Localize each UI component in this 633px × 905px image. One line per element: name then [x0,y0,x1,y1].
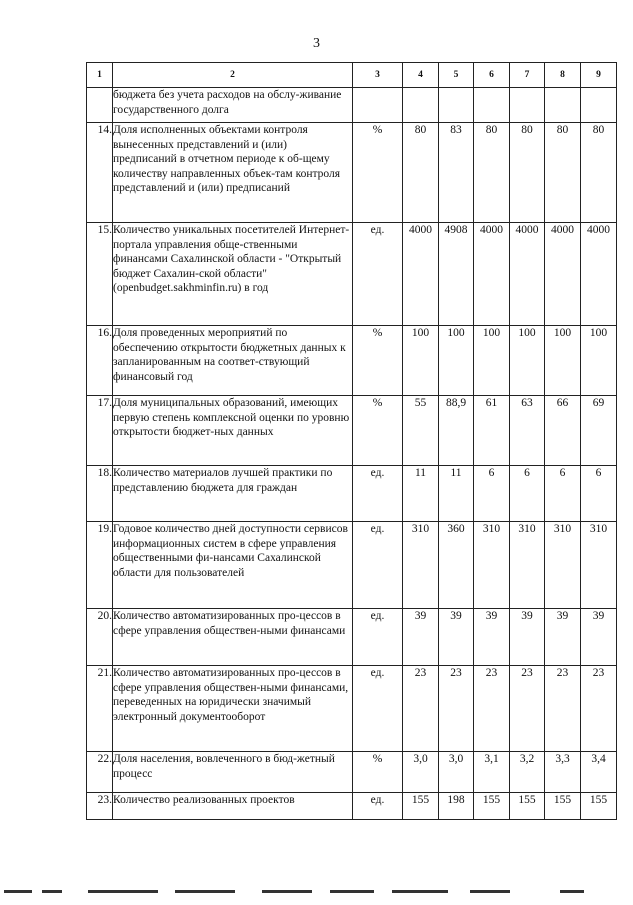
indicator-name: Доля населения, вовлеченного в бюд-жетный процесс [113,752,353,793]
table-row [87,326,617,396]
indicator-name: Годовое количество дней доступности сервисов информационных систем в сфере управления общественными фи-нансами Сахалинской области для пользователей [113,522,353,609]
table-row [87,666,617,752]
value-col4: 3,0 [403,752,439,793]
value-col7: 39 [510,609,545,666]
row-number: 15. [87,223,113,326]
page-number: 3 [313,36,320,51]
row-number: 23. [87,793,113,820]
value-col7: 310 [510,522,545,609]
value-col5: 83 [439,123,474,223]
unit: % [353,752,403,793]
value-col6: 4000 [474,223,510,326]
value-col9: 4000 [581,223,617,326]
value-col4: 100 [403,326,439,396]
value-col4: 23 [403,666,439,752]
unit: % [353,326,403,396]
row-number: 22. [87,752,113,793]
unit: ед. [353,466,403,522]
value-col6: 39 [474,609,510,666]
table-row [87,123,617,223]
value-col5: 4908 [439,223,474,326]
row-number: 20. [87,609,113,666]
indicator-name: Количество материалов лучшей практики по представлению бюджета для граждан [113,466,353,522]
value-col7: 155 [510,793,545,820]
table-row [87,609,617,666]
unit: % [353,396,403,466]
value-col7: 63 [510,396,545,466]
column-header: 4 [403,63,439,88]
value-col5: 100 [439,326,474,396]
value-col9: 3,4 [581,752,617,793]
value-col8: 310 [545,522,581,609]
column-header: 1 [87,63,113,88]
unit: ед. [353,223,403,326]
value-col4: 11 [403,466,439,522]
value-col7: 23 [510,666,545,752]
row-number: 16. [87,326,113,396]
value-col6: 6 [474,466,510,522]
column-header: 6 [474,63,510,88]
value-col4: 310 [403,522,439,609]
indicator-name: Количество уникальных посетителей Интернет-портала управления обще-ственными финансами Сахалинской области - "Открытый бюджет Сахалин-ской области" (openbudget.sakhminfin.ru) в год [113,223,353,326]
indicator-name: Количество автоматизированных про-цессов в сфере управления обществен-ными финансами [113,609,353,666]
value-col5: 3,0 [439,752,474,793]
header-row [87,63,617,88]
value-col9: 80 [581,123,617,223]
column-header: 7 [510,63,545,88]
value-col8: 39 [545,609,581,666]
value-col6: 61 [474,396,510,466]
value-col9: 6 [581,466,617,522]
value-col8: 80 [545,123,581,223]
table-row [87,466,617,522]
indicators-table [86,62,617,820]
table-row [87,522,617,609]
value-col5: 11 [439,466,474,522]
row-number: 21. [87,666,113,752]
value-col5: 360 [439,522,474,609]
table-row [87,396,617,466]
value-col4: 55 [403,396,439,466]
value-col7: 4000 [510,223,545,326]
value-col5: 39 [439,609,474,666]
value-col4: 4000 [403,223,439,326]
value-col4: 80 [403,123,439,223]
unit: ед. [353,793,403,820]
indicator-name: Доля проведенных мероприятий по обеспечению открытости бюджетных данных к запланированным на соответ-ствующий финансовый год [113,326,353,396]
value-col8: 155 [545,793,581,820]
value-col8: 3,3 [545,752,581,793]
row-number: 17. [87,396,113,466]
value-col7: 100 [510,326,545,396]
value-col4: 39 [403,609,439,666]
column-header: 2 [113,63,353,88]
value-col9: 69 [581,396,617,466]
column-header: 3 [353,63,403,88]
value-col9: 310 [581,522,617,609]
column-header: 8 [545,63,581,88]
row-number: 14. [87,123,113,223]
value-col7: 6 [510,466,545,522]
value-col6: 155 [474,793,510,820]
value-col6: 100 [474,326,510,396]
table-row [87,752,617,793]
value-col6: 310 [474,522,510,609]
indicator-name: Количество реализованных проектов [113,793,353,820]
indicator-name: Доля муниципальных образований, имеющих первую степень комплексной оценки по уровню открытости бюджет-ных данных [113,396,353,466]
value-col9: 100 [581,326,617,396]
value-col8: 66 [545,396,581,466]
indicator-name: Количество автоматизированных про-цессов в сфере управления обществен-ными финансами, переведенных на юридически значимый электронный документооборот [113,666,353,752]
table-row [87,793,617,820]
row-number: 19. [87,522,113,609]
value-col6: 3,1 [474,752,510,793]
value-col5: 88,9 [439,396,474,466]
value-col9: 39 [581,609,617,666]
value-col7: 80 [510,123,545,223]
table-row [87,223,617,326]
unit: ед. [353,666,403,752]
indicator-name: Доля исполненных объектами контроля вынесенных представлений и (или) предписаний в отчетном периоде к об-щему количеству направленных объек-там контроля представлений и (или) предписаний [113,123,353,223]
value-col8: 4000 [545,223,581,326]
unit: ед. [353,522,403,609]
value-col6: 23 [474,666,510,752]
scan-edge-marks [0,887,633,895]
continuation-row [87,88,617,123]
value-col9: 155 [581,793,617,820]
column-header: 5 [439,63,474,88]
value-col7: 3,2 [510,752,545,793]
value-col5: 198 [439,793,474,820]
unit: ед. [353,609,403,666]
value-col6: 80 [474,123,510,223]
column-header: 9 [581,63,617,88]
unit: % [353,123,403,223]
value-col8: 6 [545,466,581,522]
value-col8: 23 [545,666,581,752]
continuation-text: бюджета без учета расходов на обслу-живание государственного долга [113,88,353,123]
value-col9: 23 [581,666,617,752]
value-col5: 23 [439,666,474,752]
value-col4: 155 [403,793,439,820]
value-col8: 100 [545,326,581,396]
row-number: 18. [87,466,113,522]
